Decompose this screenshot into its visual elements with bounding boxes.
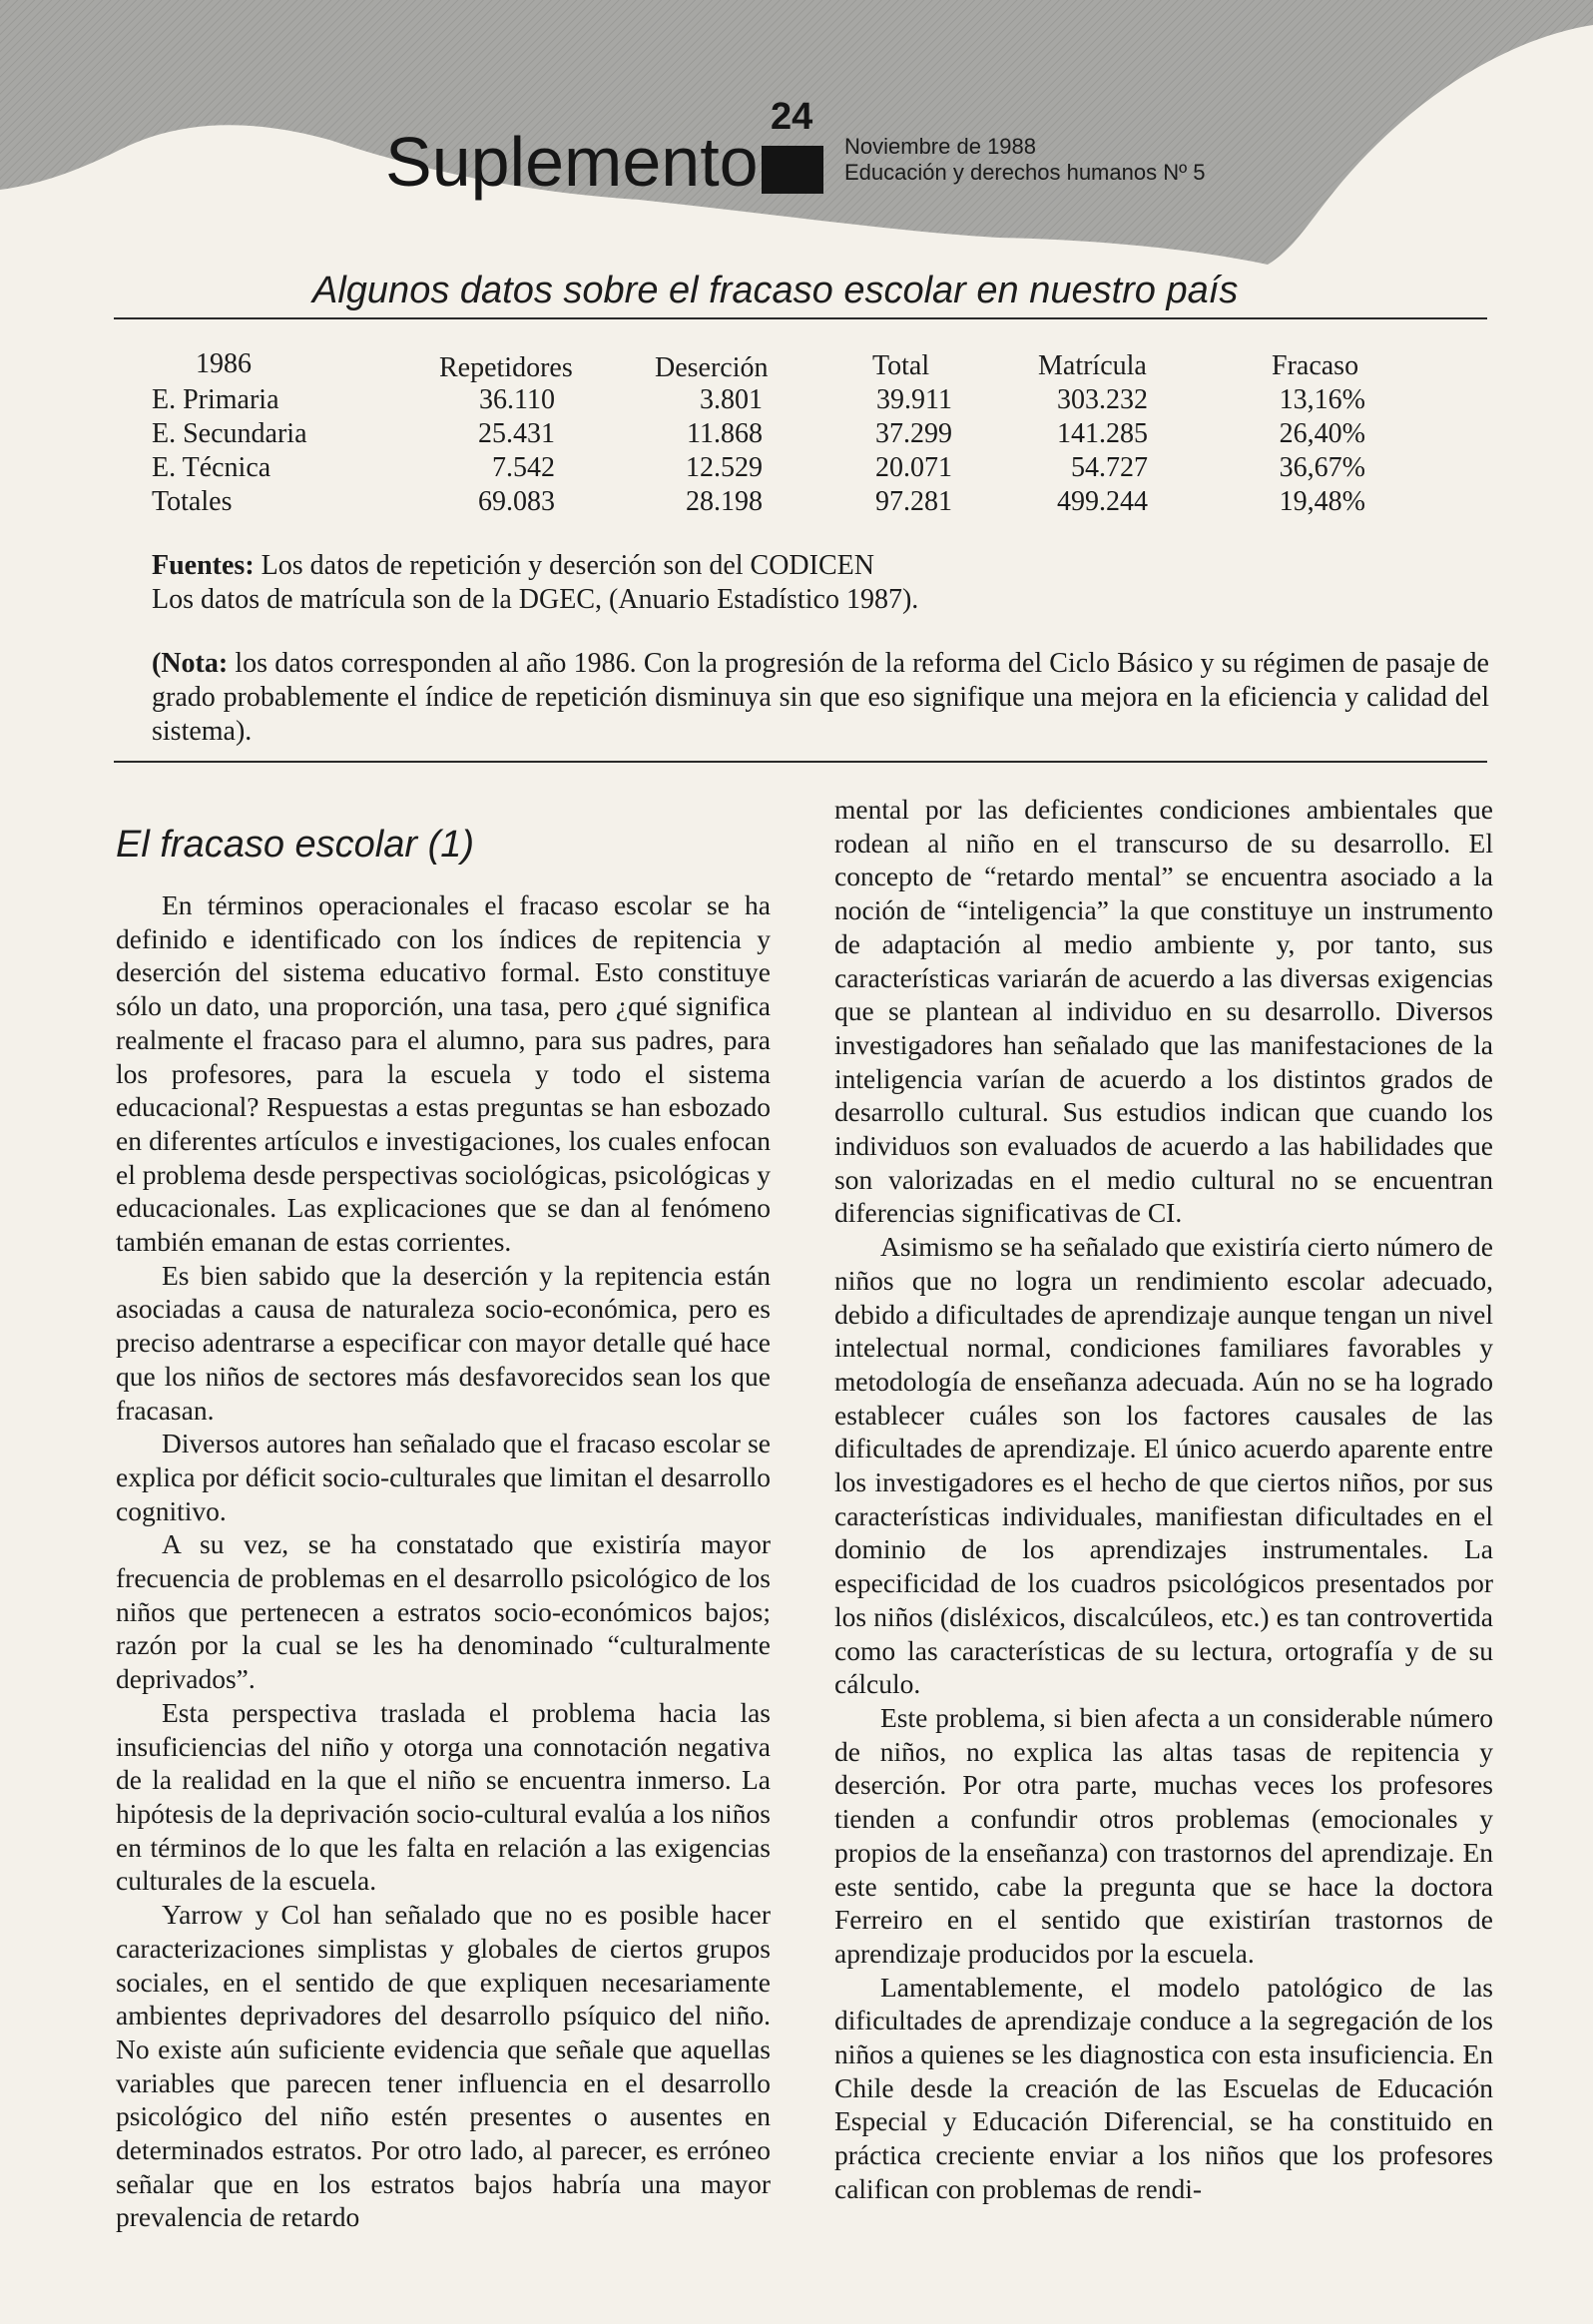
section-title-rule xyxy=(114,317,1487,319)
table-cell: 12.529 xyxy=(686,452,763,483)
section-title: Algunos datos sobre el fracaso escolar en nuestro país xyxy=(312,270,1239,311)
black-square-marker xyxy=(762,146,823,194)
table-cell: 39.911 xyxy=(876,384,952,415)
table-cell: 303.232 xyxy=(1057,384,1148,415)
sources-line-1-text: Los datos de repetición y deserción son del CODICEN xyxy=(254,550,874,581)
table-cell: 69.083 xyxy=(478,486,555,517)
paragraph: Yarrow y Col han señalado que no es posible hacer caracterizaciones simplistas y globales de ciertos grupos sociales, en el sentido de que expliquen necesariamente ambientes deprivadores del desarrollo psíquico del niño. No existe aún suficiente evidencia que señale que aquellas variables que parecen tener influencia en el desarrollo psicológico del niño estén presentes o ausentes en determinados estratos. Por otro lado, al parecer, es erróneo señalar que en los estratos bajos habría una mayor prevalencia de retardo xyxy=(116,1899,771,2233)
note-label: (Nota: xyxy=(152,648,229,679)
table-header-desercion: Deserción xyxy=(655,352,769,383)
paragraph: Lamentablemente, el modelo patológico de las dificultades de aprendizaje conduce a la segregación de los niños a quienes se les diagnostica con esta insuficiencia. En Chile desde la creación de las Escuelas de Educación Especial y Educación Diferencial, se ha constituido en práctica creciente enviar a los niños que los profesores califican con problemas de rendi- xyxy=(834,1971,1493,2204)
table-cell: 13,16% xyxy=(1279,384,1365,415)
table-header-repetidores: Repetidores xyxy=(439,352,573,383)
page-number: 24 xyxy=(771,96,813,138)
table-header-fracaso: Fracaso xyxy=(1272,350,1359,381)
paragraph: Este problema, si bien afecta a un considerable número de niños, no explica las altas tasas de repitencia y deserción. Por otra parte, muchas veces los profesores tienden a confundir otros problemas (emocionales y propios de la enseñanza) con trastornos del aprendizaje. En este sentido, cabe la pregunta que se hace la doctora Ferreiro en el sentido que existirían trastornos de aprendizaje producidos por la escuela. xyxy=(834,1701,1493,1969)
table-cell: 37.299 xyxy=(875,418,952,449)
article-right-column xyxy=(834,793,1493,2206)
table-cell: 3.801 xyxy=(700,384,763,415)
issue-title: Educación y derechos humanos Nº 5 xyxy=(844,160,1206,185)
table-cell: 7.542 xyxy=(492,452,555,483)
table-cell: Totales xyxy=(152,486,233,517)
paragraph: Esta perspectiva traslada el problema hacia las insuficiencias del niño y otorga una connotación negativa de la realidad en la que el niño se encuentra inmerso. La hipótesis de la deprivación socio-cultural evalúa a los niños en términos de lo que les falta en relación a las exigencias culturales de la escuela. xyxy=(116,1696,771,1897)
table-bottom-rule xyxy=(114,761,1487,763)
article-left-column xyxy=(116,888,771,2234)
note-text: los datos corresponden al año 1986. Con la progresión de la reforma del Ciclo Básico y su régimen de pasaje de grado probablemente el índice de repetición disminuya sin que eso signifique una mejora en la eficiencia y calidad del sistema). xyxy=(152,648,1489,747)
table-cell: 25.431 xyxy=(478,418,555,449)
paragraph: mental por las deficientes condiciones ambientales que rodean al niño en el transcurso de su desarrollo. El concepto de “retardo mental” se encuentra asociado a la noción de “inteligencia” la que constituye un instrumento de adaptación al medio ambiente y, por tanto, sus características variarán de acuerdo a las diversas exigencias que se plantean al individuo en su desarrollo. Diversos investigadores han señalado que las manifestaciones de la inteligencia varían de acuerdo a los distintos grados de desarrollo cultural. Sus estudios indican que cuando los individuos son evaluados de acuerdo a las habilidades que son valorizadas en el medio cultural no se encuentran diferencias significativas de CI. xyxy=(834,794,1493,1229)
article-title: El fracaso escolar (1) xyxy=(116,824,475,866)
table-cell: E. Técnica xyxy=(152,452,271,483)
table-cell: 97.281 xyxy=(875,486,952,517)
table-cell: 26,40% xyxy=(1279,418,1365,449)
table-cell: 28.198 xyxy=(686,486,763,517)
sources-line-2: Los datos de matrícula son de la DGEC, (Anuario Estadístico 1987). xyxy=(152,584,919,615)
note-block xyxy=(152,647,1489,749)
sources-label: Fuentes: xyxy=(152,550,255,581)
paragraph: En términos operacionales el fracaso escolar se ha definido e identificado con los índices de repitencia y deserción del sistema educativo formal. Esto constituye sólo un dato, una proporción, una tasa, pero ¿qué significa realmente el fracaso para el alumno, para sus padres, para los profesores, para la escuela y todo el sistema educacional? Respuestas a estas preguntas se han esbozado en diferentes artículos e investigaciones, los cuales enfocan el problema desde perspectivas sociológicas, psicológicas y educacionales. Las explicaciones que se dan al fenómeno también emanan de estas corrientes. xyxy=(116,889,771,1258)
paragraph: Es bien sabido que la deserción y la repitencia están asociadas a causa de naturaleza socio-económica, pero es preciso adentrarse a especificar con mayor detalle qué hace que los niños de sectores más desfavorecidos sean los que fracasan. xyxy=(116,1259,771,1426)
table-cell: 19,48% xyxy=(1279,486,1365,517)
table-header-total: Total xyxy=(872,350,930,381)
table-cell: 36.110 xyxy=(479,384,555,415)
sources-block xyxy=(152,549,1489,617)
table-header-year: 1986 xyxy=(196,348,252,379)
table-cell: 20.071 xyxy=(875,452,952,483)
table-cell: E. Primaria xyxy=(152,384,279,415)
issue-info xyxy=(844,134,1205,186)
table-cell: 141.285 xyxy=(1057,418,1148,449)
issue-date: Noviembre de 1988 xyxy=(844,134,1037,159)
table-cell: 54.727 xyxy=(1071,452,1148,483)
paragraph: A su vez, se ha constatado que existiría mayor frecuencia de problemas en el desarrollo psicológico de los niños que pertenecen a estratos socio-económicos bajos; razón por la cual se les ha denominado “culturalmente deprivados”. xyxy=(116,1528,771,1695)
table-cell: E. Secundaria xyxy=(152,418,307,449)
table-cell: 11.868 xyxy=(687,418,763,449)
table-cell: 499.244 xyxy=(1057,486,1148,517)
supplement-title: Suplemento xyxy=(385,123,759,201)
sources-line-1 xyxy=(152,549,1489,583)
table-cell: 36,67% xyxy=(1279,452,1365,483)
paragraph: Asimismo se ha señalado que existiría cierto número de niños que no logra un rendimiento escolar adecuado, debido a dificultades de aprendizaje aunque tengan un nivel intelectual normal, condiciones familiares favorables y metodología de enseñanza adecuada. Aún no se ha logrado establecer cuáles son los factores causales de las dificultades de aprendizaje. El único acuerdo aparente entre los investigadores es el hecho de que ciertos niños, por sus características individuales, manifiestan dificultades en el dominio de los aprendizajes instrumentales. La especificidad de los cuadros psicológicos presentados por los niños (disléxicos, discalcúleos, etc.) es tan controvertida como las características de su lectura, ortografía y de su cálculo. xyxy=(834,1231,1493,1700)
table-header-matricula: Matrícula xyxy=(1038,350,1147,381)
paragraph: Diversos autores han señalado que el fracaso escolar se explica por déficit socio-culturales que limitan el desarrollo cognitivo. xyxy=(116,1428,771,1526)
